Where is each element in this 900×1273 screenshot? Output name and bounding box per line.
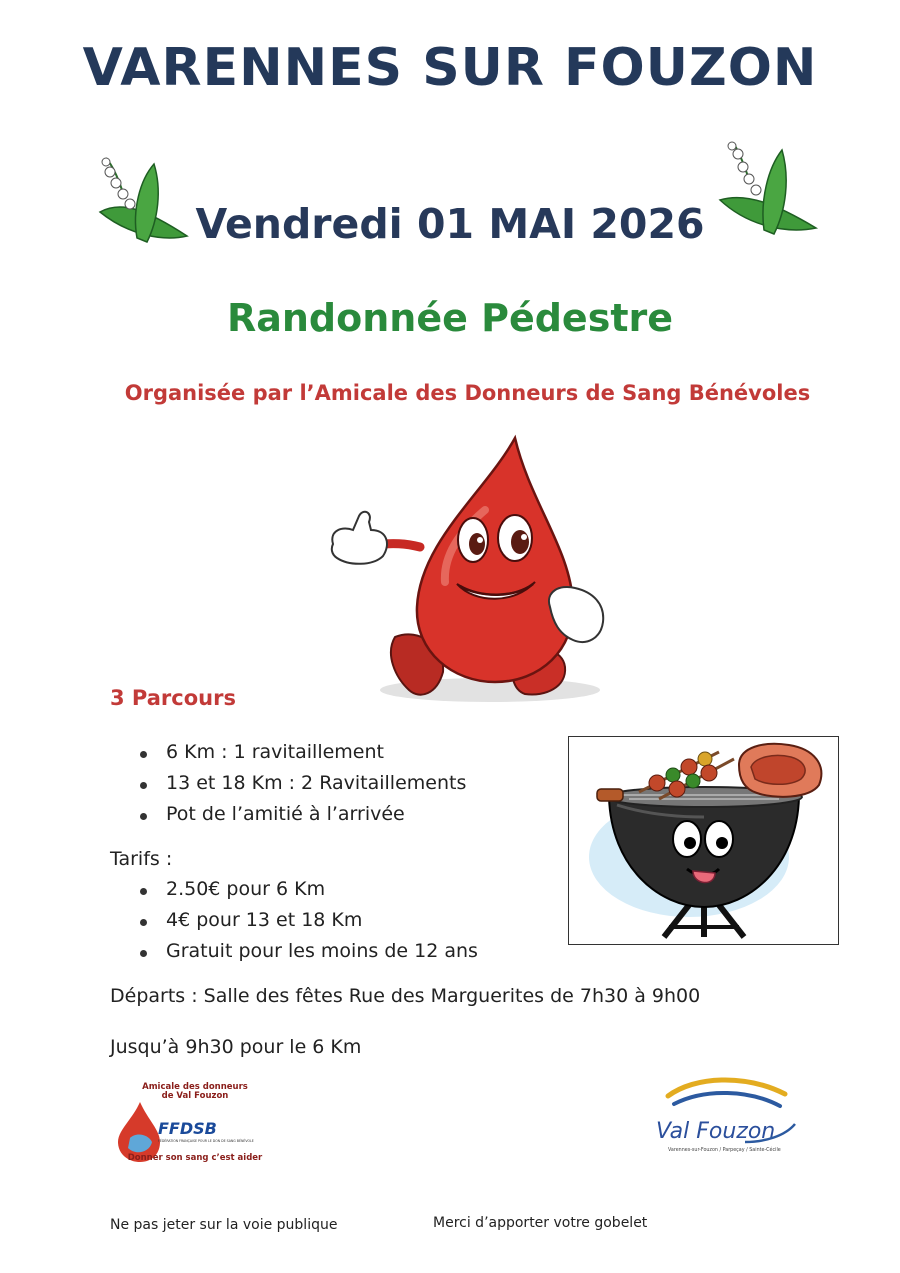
val-fouzon-logo-graphic xyxy=(650,1072,800,1157)
list-item: Pot de l’amitié à l’arrivée xyxy=(138,803,466,834)
list-item: 4€ pour 13 et 18 Km xyxy=(138,909,478,940)
svg-text:FFDSB: FFDSB xyxy=(158,1119,217,1138)
blood-drop-mascot-illustration xyxy=(325,432,615,707)
svg-text:FÉDÉRATION FRANÇAISE POUR LE D: FÉDÉRATION FRANÇAISE POUR LE DON DE SANG BÉNÉVOLE xyxy=(158,1139,254,1143)
svg-text:Varennes-sur-Fouzon / Parpeçay: Varennes-sur-Fouzon / Parpeçay / Sainte-Cécile xyxy=(668,1148,781,1153)
page-title: VARENNES SUR FOUZON xyxy=(82,38,818,98)
event-organizer: Organisée par l’Amicale des Donneurs de Sang Bénévoles xyxy=(124,381,811,405)
tarifs-label: Tarifs : xyxy=(110,848,173,870)
event-activity: Randonnée Pédestre xyxy=(226,296,674,340)
barbecue-illustration xyxy=(568,736,839,945)
svg-text:de Val Fouzon: de Val Fouzon xyxy=(161,1091,229,1101)
list-item: Gratuit pour les moins de 12 ans xyxy=(138,940,478,971)
late-start-info: Jusqu’à 9h30 pour le 6 Km xyxy=(110,1036,362,1058)
ffdsb-logo-graphic xyxy=(110,1080,280,1165)
ffdsb-logo xyxy=(110,1080,280,1165)
departs-info: Départs : Salle des fêtes Rue des Marguerites de 7h30 à 9h00 xyxy=(110,985,701,1007)
footer-note-right: Merci d’apporter votre gobelet xyxy=(433,1215,648,1231)
svg-text:Amicale des donneurs: Amicale des donneurs xyxy=(142,1082,248,1092)
tarifs-list xyxy=(138,878,478,971)
event-date: Vendredi 01 MAI 2026 xyxy=(195,200,705,248)
list-item: 6 Km : 1 ravitaillement xyxy=(138,741,466,772)
svg-text:Val Fouzon: Val Fouzon xyxy=(656,1119,776,1144)
route-list xyxy=(138,741,466,834)
list-item: 2.50€ pour 6 Km xyxy=(138,878,478,909)
list-item: 13 et 18 Km : 2 Ravitaillements xyxy=(138,772,466,803)
barbecue-icon xyxy=(569,737,837,943)
svg-text:Donner son sang c’est aider: Donner son sang c’est aider xyxy=(127,1153,263,1163)
parcours-heading: 3 Parcours xyxy=(110,686,236,710)
val-fouzon-logo xyxy=(650,1072,800,1157)
footer-note-left: Ne pas jeter sur la voie publique xyxy=(110,1217,338,1233)
